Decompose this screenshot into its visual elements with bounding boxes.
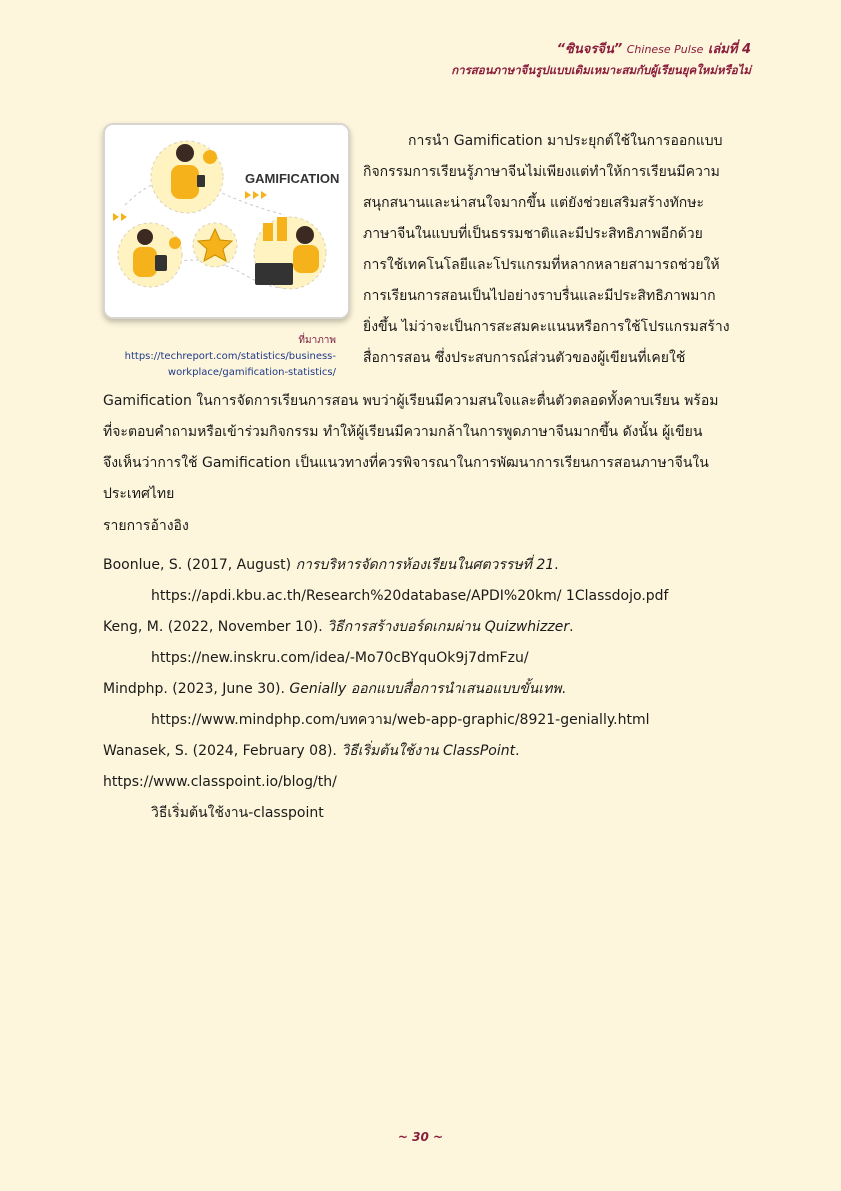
page-number: ~ 30 ~	[397, 1130, 444, 1144]
text-line: สื่อการสอน ซึ่งประสบการณ์ส่วนตัวของผู้เขียนที่เคยใช้	[363, 350, 686, 366]
text-line: จึงเห็นว่าการใช้ Gamification เป็นแนวทางที่ควรพิจารณาในการพัฒนาการเรียนการสอนภาษาจีนใน	[103, 455, 709, 471]
reference-item	[103, 550, 741, 612]
reference-item	[103, 736, 741, 829]
ref-url: https://www.mindphp.com/บทความ/web-app-graphic/8921-genially.html	[151, 712, 650, 728]
ref-tail: .	[569, 619, 574, 635]
ref-author: Boonlue, S. (2017, August)	[103, 557, 296, 573]
text-line: การใช้เทคโนโลยีและโปรแกรมที่หลากหลายสามารถช่วยให้	[363, 257, 720, 273]
ref-title: วิธีการสร้างบอร์ดเกมผ่าน Quizwhizzer	[327, 619, 570, 635]
ref-author: Keng, M. (2022, November 10).	[103, 619, 328, 635]
ref-author: Mindphp. (2023, June 30).	[103, 681, 290, 697]
ref-url: https://apdi.kbu.ac.th/Research%20database/APDI%20km/ 1Classdojo.pdf	[151, 588, 669, 604]
ref-title: การบริหารจัดการห้องเรียนในศตวรรษที่ 21	[295, 557, 555, 573]
ref-tail: .	[561, 681, 566, 697]
header-line-2: การสอนภาษาจีนรูปแบบเดิมเหมาะสมกับผู้เรียนยุคใหม่หรือไม่	[451, 63, 751, 77]
caption-label: ที่มาภาพ	[298, 335, 336, 346]
text-line: ยิ่งขึ้น ไม่ว่าจะเป็นการสะสมคะแนนหรือการใช้โปรแกรมสร้าง	[363, 319, 730, 335]
caption-source: https://techreport.com/statistics/business-workplace/gamification-statistics/	[124, 351, 336, 378]
illustration-heading: GAMIFICATION	[245, 171, 340, 186]
figure-caption	[110, 333, 336, 381]
text-line: ประเทศไทย	[103, 486, 175, 502]
text-line: ภาษาจีนในแบบที่เป็นธรรมชาติและมีประสิทธิภาพอีกด้วย	[363, 226, 703, 242]
gamification-illustration	[103, 123, 350, 319]
reference-item	[103, 674, 741, 736]
ref-url: https://new.inskru.com/idea/-Mo70cBYquOk9j7dmFzu/	[151, 650, 529, 666]
text-line: สนุกสนานและน่าสนใจมากขึ้น แต่ยังช่วยเสริมสร้างทักษะ	[363, 195, 705, 211]
text-line: ที่จะตอบคำถามหรือเข้าร่วมกิจกรรม ทำให้ผู้เรียนมีความกล้าในการพูดภาษาจีนมากขึ้น ดังนั้น ผู้เขียน	[103, 424, 703, 440]
header-title-th: “ซินจรจีน”	[556, 42, 623, 57]
header-line-1	[451, 40, 751, 60]
references-heading: รายการอ้างอิง	[103, 518, 189, 534]
ref-tail: .	[554, 557, 559, 573]
paragraph-wrapped	[363, 126, 741, 374]
running-header	[451, 40, 751, 80]
references-list	[103, 550, 741, 829]
text-line: การนำ Gamification มาประยุกต์ใช้ในการออกแบบ	[408, 133, 723, 149]
ref-title: วิธีเริ่มต้นใช้งาน ClassPoint	[341, 743, 516, 759]
ref-author: Wanasek, S. (2024, February 08).	[103, 743, 342, 759]
reference-item	[103, 612, 741, 674]
ref-title: Genially ออกแบบสื่อการนำเสนอแบบขั้นเทพ	[289, 681, 562, 697]
text-line: การเรียนการสอนเป็นไปอย่างราบรื่นและมีประสิทธิภาพมาก	[363, 288, 716, 304]
text-line: กิจกรรมการเรียนรู้ภาษาจีนไม่เพียงแต่ทำให้การเรียนมีความ	[363, 164, 720, 180]
ref-url: วิธีเริ่มต้นใช้งาน-classpoint	[151, 805, 324, 821]
header-volume: เล่มที่ 4	[707, 42, 751, 57]
ref-tail: . https://www.classpoint.io/blog/th/	[103, 743, 520, 790]
illustration-graphic	[105, 125, 348, 317]
text-line: Gamification ในการจัดการเรียนการสอน พบว่าผู้เรียนมีความสนใจและตื่นตัวตลอดทั้งคาบเรียน พร้อม	[103, 393, 719, 409]
header-title-en: Chinese Pulse	[626, 43, 704, 56]
paragraph-full	[103, 386, 741, 510]
